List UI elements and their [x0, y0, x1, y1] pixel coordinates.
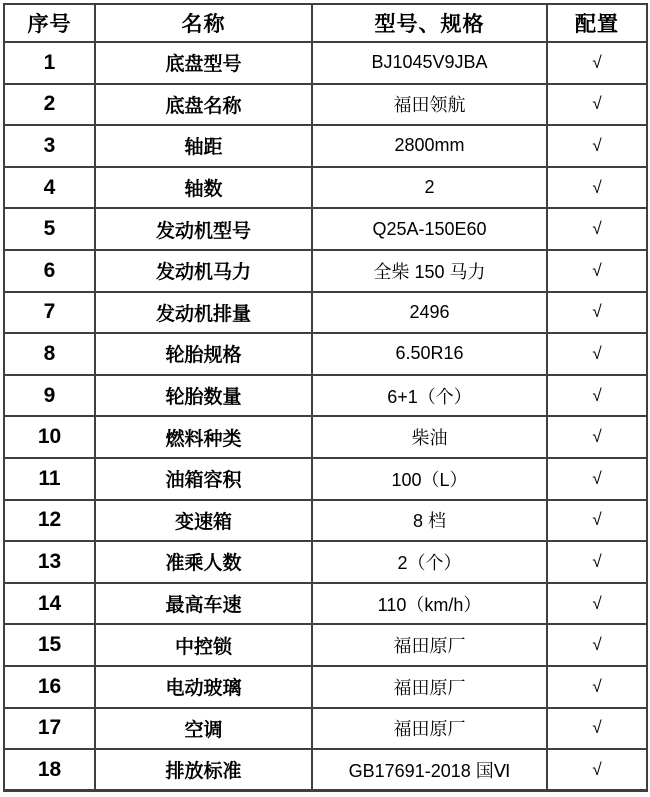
item-spec: 8 档 — [312, 500, 547, 542]
item-name: 轴数 — [95, 167, 312, 209]
check-mark: √ — [547, 292, 647, 334]
table-row — [4, 666, 647, 708]
row-number: 3 — [4, 125, 95, 167]
item-name: 中控锁 — [95, 624, 312, 666]
check-mark: √ — [547, 458, 647, 500]
spec-table-container — [3, 3, 648, 792]
item-spec: 福田领航 — [312, 84, 547, 126]
item-name: 排放标准 — [95, 749, 312, 791]
row-number: 9 — [4, 375, 95, 417]
check-mark: √ — [547, 84, 647, 126]
item-spec: 6.50R16 — [312, 333, 547, 375]
row-number: 11 — [4, 458, 95, 500]
table-row — [4, 583, 647, 625]
item-spec: 全柴 150 马力 — [312, 250, 547, 292]
item-spec: 福田原厂 — [312, 624, 547, 666]
check-mark: √ — [547, 749, 647, 791]
table-row — [4, 749, 647, 791]
table-row — [4, 500, 647, 542]
row-number: 13 — [4, 541, 95, 583]
check-mark: √ — [547, 624, 647, 666]
item-spec: 柴油 — [312, 416, 547, 458]
row-number: 17 — [4, 708, 95, 750]
item-name: 最高车速 — [95, 583, 312, 625]
item-name: 燃料种类 — [95, 416, 312, 458]
table-row — [4, 292, 647, 334]
item-spec: 6+1（个） — [312, 375, 547, 417]
table-row — [4, 125, 647, 167]
item-name: 轴距 — [95, 125, 312, 167]
row-number: 10 — [4, 416, 95, 458]
col-header-name: 名称 — [95, 4, 312, 42]
table-row — [4, 416, 647, 458]
check-mark: √ — [547, 500, 647, 542]
check-mark: √ — [547, 708, 647, 750]
item-spec: 福田原厂 — [312, 666, 547, 708]
table-row — [4, 250, 647, 292]
table-row — [4, 708, 647, 750]
check-mark: √ — [547, 333, 647, 375]
item-spec: 2800mm — [312, 125, 547, 167]
item-spec: 100（L） — [312, 458, 547, 500]
check-mark: √ — [547, 541, 647, 583]
item-spec: 2（个） — [312, 541, 547, 583]
col-header-config: 配置 — [547, 4, 647, 42]
table-row — [4, 208, 647, 250]
item-name: 轮胎数量 — [95, 375, 312, 417]
row-number: 12 — [4, 500, 95, 542]
item-spec: 110（km/h） — [312, 583, 547, 625]
item-name: 底盘名称 — [95, 84, 312, 126]
row-number: 15 — [4, 624, 95, 666]
item-name: 发动机马力 — [95, 250, 312, 292]
table-row — [4, 624, 647, 666]
row-number: 6 — [4, 250, 95, 292]
col-header-spec: 型号、规格 — [312, 4, 547, 42]
row-number: 4 — [4, 167, 95, 209]
row-number: 5 — [4, 208, 95, 250]
col-header-index: 序号 — [4, 4, 95, 42]
item-spec: 2 — [312, 167, 547, 209]
item-name: 空调 — [95, 708, 312, 750]
row-number: 7 — [4, 292, 95, 334]
vehicle-spec-table — [3, 3, 648, 792]
check-mark: √ — [547, 42, 647, 84]
table-row — [4, 375, 647, 417]
item-name: 轮胎规格 — [95, 333, 312, 375]
check-mark: √ — [547, 583, 647, 625]
check-mark: √ — [547, 375, 647, 417]
check-mark: √ — [547, 167, 647, 209]
table-row — [4, 42, 647, 84]
header-row — [4, 4, 647, 42]
row-number: 14 — [4, 583, 95, 625]
item-spec: GB17691-2018 国Ⅵ — [312, 749, 547, 791]
item-name: 准乘人数 — [95, 541, 312, 583]
check-mark: √ — [547, 208, 647, 250]
row-number: 16 — [4, 666, 95, 708]
table-row — [4, 458, 647, 500]
table-row — [4, 333, 647, 375]
row-number: 1 — [4, 42, 95, 84]
table-row — [4, 167, 647, 209]
item-name: 发动机型号 — [95, 208, 312, 250]
check-mark: √ — [547, 250, 647, 292]
table-row — [4, 541, 647, 583]
row-number: 18 — [4, 749, 95, 791]
row-number: 8 — [4, 333, 95, 375]
item-name: 油箱容积 — [95, 458, 312, 500]
item-name: 发动机排量 — [95, 292, 312, 334]
item-spec: BJ1045V9JBA — [312, 42, 547, 84]
item-name: 变速箱 — [95, 500, 312, 542]
item-spec: Q25A-150E60 — [312, 208, 547, 250]
check-mark: √ — [547, 125, 647, 167]
check-mark: √ — [547, 416, 647, 458]
table-row — [4, 84, 647, 126]
row-number: 2 — [4, 84, 95, 126]
check-mark: √ — [547, 666, 647, 708]
item-spec: 2496 — [312, 292, 547, 334]
item-name: 电动玻璃 — [95, 666, 312, 708]
item-spec: 福田原厂 — [312, 708, 547, 750]
item-name: 底盘型号 — [95, 42, 312, 84]
